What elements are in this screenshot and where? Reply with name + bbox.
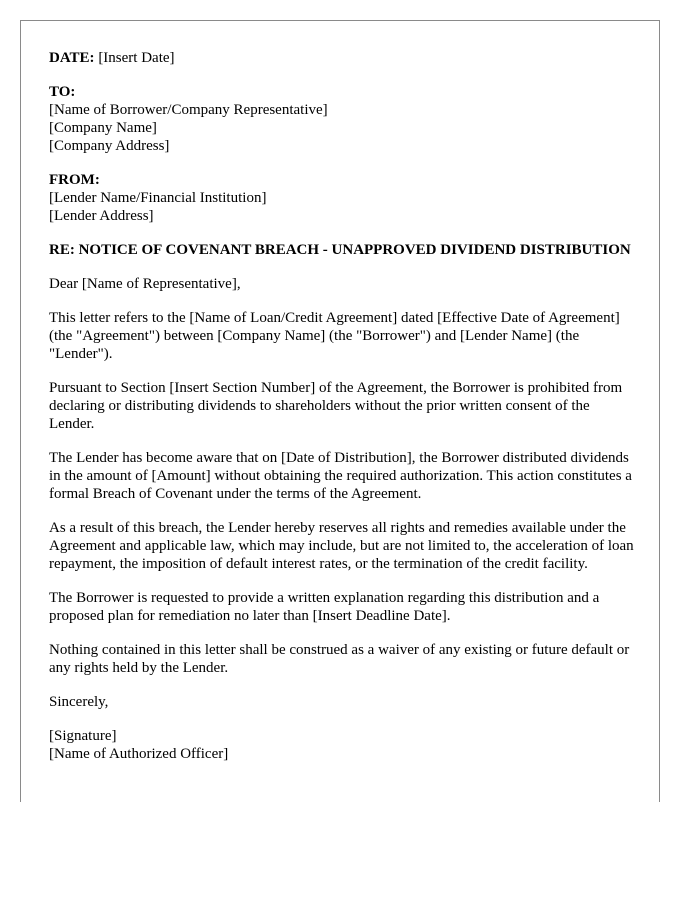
date-value: [Insert Date] bbox=[98, 50, 175, 66]
from-lender-address: [Lender Address] bbox=[49, 208, 154, 224]
paragraph-agreement-reference: This letter refers to the [Name of Loan/Credit Agreement] dated [Effective Date of Agreement] (the "Agreement") between [Company Name] (the "Borrower") and [Lender Name] (the "Lender"). bbox=[49, 310, 620, 362]
date-label: DATE: bbox=[49, 50, 95, 66]
date-block bbox=[49, 49, 634, 67]
from-block bbox=[49, 171, 634, 225]
to-block bbox=[49, 83, 634, 155]
salutation: Dear [Name of Representative], bbox=[49, 276, 241, 292]
paragraph-explanation-request: The Borrower is requested to provide a written explanation regarding this distribution and a proposed plan for remediation no later than [Insert Deadline Date]. bbox=[49, 590, 600, 624]
from-lender-name: [Lender Name/Financial Institution] bbox=[49, 190, 267, 206]
to-company-address: [Company Address] bbox=[49, 138, 170, 154]
paragraph-rights-reserved: As a result of this breach, the Lender hereby reserves all rights and remedies available under the Agreement and applicable law, which may include, but are not limited to, the acceleration of loan repayment, the imposition of default interest rates, or the termination of the credit facility. bbox=[49, 520, 634, 572]
to-label: TO: bbox=[49, 84, 76, 100]
paragraph-breach-description: The Lender has become aware that on [Date of Distribution], the Borrower distributed dividends in the amount of [Amount] without obtaining the required authorization. This action constitutes a formal Breach of Covenant under the terms of the Agreement. bbox=[49, 450, 632, 502]
signatory-name: [Name of Authorized Officer] bbox=[49, 746, 229, 762]
paragraph-no-waiver: Nothing contained in this letter shall be construed as a waiver of any existing or future default or any rights held by the Lender. bbox=[49, 642, 630, 676]
paragraph-covenant-section: Pursuant to Section [Insert Section Number] of the Agreement, the Borrower is prohibited from declaring or distributing dividends to shareholders without the prior written consent of the Lender. bbox=[49, 380, 623, 432]
letter-page bbox=[20, 20, 660, 802]
closing: Sincerely, bbox=[49, 694, 109, 710]
subject-line: RE: NOTICE OF COVENANT BREACH - UNAPPROVED DIVIDEND DISTRIBUTION bbox=[49, 242, 631, 258]
to-company-name: [Company Name] bbox=[49, 120, 157, 136]
from-label: FROM: bbox=[49, 172, 100, 188]
signature-block bbox=[49, 727, 634, 763]
to-recipient-name: [Name of Borrower/Company Representative] bbox=[49, 102, 328, 118]
signature-line: [Signature] bbox=[49, 728, 117, 744]
letter-body bbox=[49, 49, 634, 763]
